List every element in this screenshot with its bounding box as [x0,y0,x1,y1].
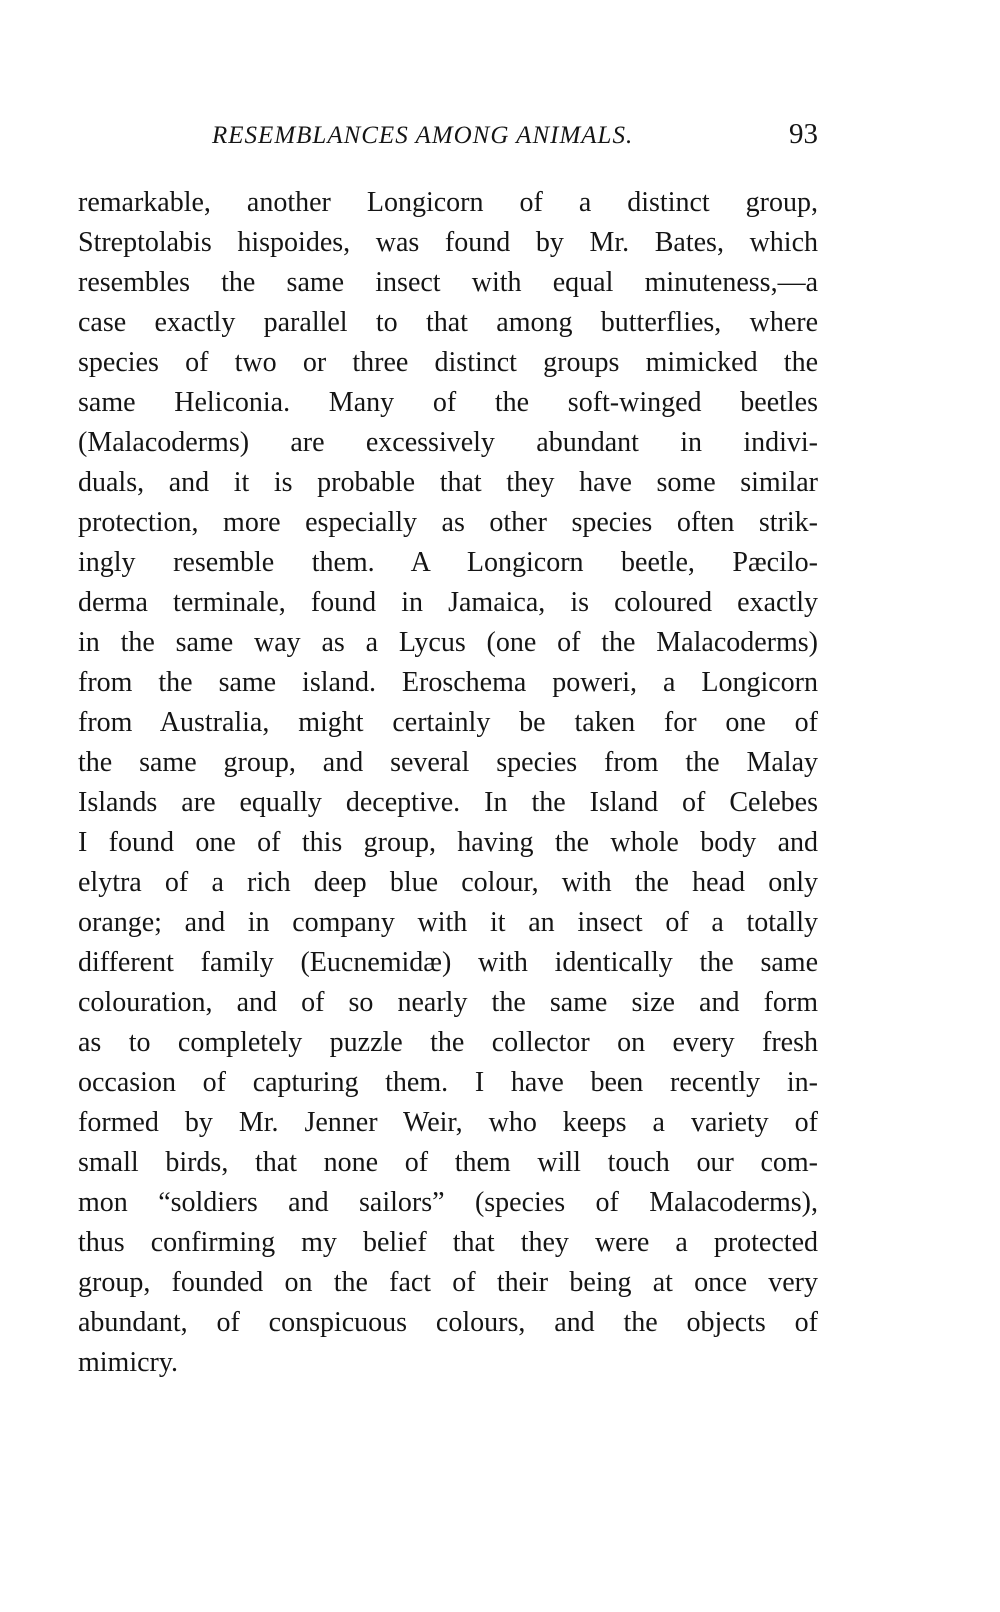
text-line-last: mimicry. [78,1347,179,1378]
text-line: group, founded on the fact of their being at once very [78,1267,818,1298]
text-line: Islands are equally deceptive. In the Island of Celebes [78,787,818,818]
text-line: derma terminale, found in Jamaica, is coloured exactly [78,587,818,618]
text-line: same Heliconia. Many of the soft-winged beetles [78,387,818,418]
text-line: duals, and it is probable that they have some similar [78,467,818,498]
text-line: formed by Mr. Jenner Weir, who keeps a variety of [78,1107,818,1138]
text-line: as to completely puzzle the collector on every fresh [78,1027,818,1058]
text-line: the same group, and several species from the Malay [78,747,818,778]
text-line: resembles the same insect with equal minuteness,—a [78,267,818,298]
text-line: protection, more especially as other species often strik- [78,507,818,538]
text-line: from the same island. Eroschema poweri, a Longicorn [78,667,818,698]
text-line: (Malacoderms) are excessively abundant in indivi- [78,427,818,458]
text-line: colouration, and of so nearly the same size and form [78,987,818,1018]
text-line: mon “soldiers and sailors” (species of Malacoderms), [78,1187,818,1218]
text-line: in the same way as a Lycus (one of the Malacoderms) [78,627,818,658]
running-title: RESEMBLANCES AMONG ANIMALS. [212,122,634,149]
text-line: elytra of a rich deep blue colour, with the head only [78,867,818,898]
text-line: different family (Eucnemidæ) with identically the same [78,947,818,978]
page-number: 93 [789,118,818,150]
text-line: from Australia, might certainly be taken for one of [78,707,818,738]
text-line: orange; and in company with it an insect of a totally [78,907,818,938]
text-line: remarkable, another Longicorn of a distinct group, [78,187,818,218]
text-line: abundant, of conspicuous colours, and the objects of [78,1307,818,1338]
text-line: Streptolabis hispoides, was found by Mr. Bates, which [78,227,818,258]
text-line: case exactly parallel to that among butterflies, where [78,307,818,338]
text-line: thus confirming my belief that they were a protected [78,1227,818,1258]
body-paragraph [78,183,818,1383]
running-head [80,118,818,158]
text-line: ingly resemble them. A Longicorn beetle, Pæcilo- [78,547,818,578]
text-line: species of two or three distinct groups mimicked the [78,347,818,378]
text-line: small birds, that none of them will touch our com- [78,1147,818,1178]
text-line: I found one of this group, having the whole body and [78,827,818,858]
text-line: occasion of capturing them. I have been recently in- [78,1067,818,1098]
